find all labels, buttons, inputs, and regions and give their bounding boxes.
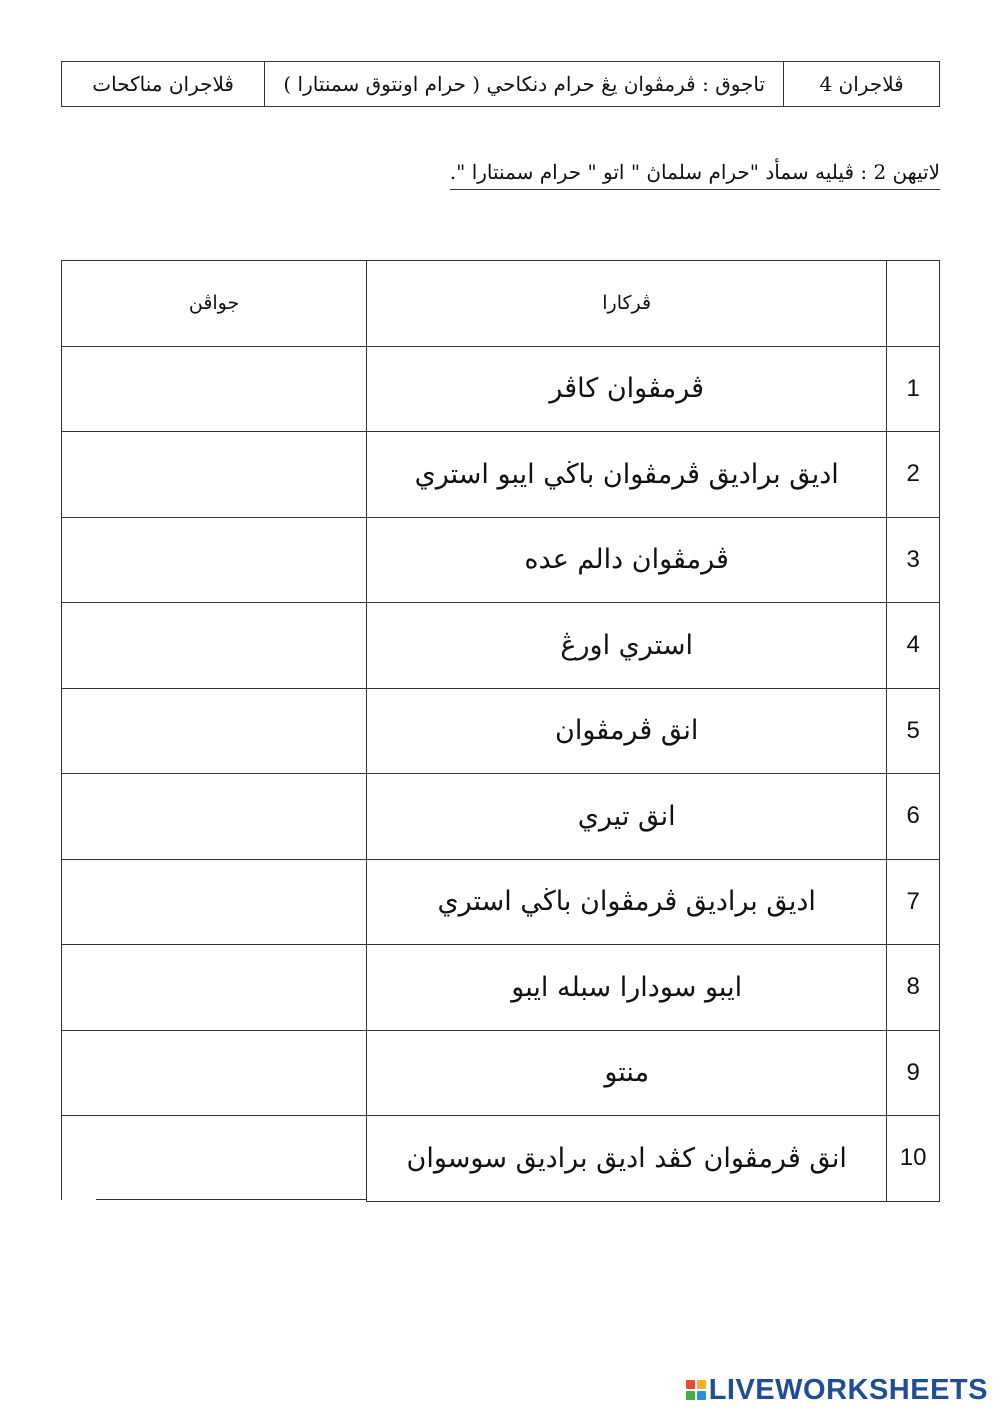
exercise-instruction: لاتيهن 2 : ڤيليه سمأد "حرام سلماڽ " اتو " حرام سمنتارا ". <box>450 160 940 190</box>
header-table <box>61 61 940 107</box>
row-question: ايبو سودارا سبله ايبو <box>367 945 887 1031</box>
question-column-header: ڤركارا <box>367 261 887 347</box>
table-row <box>62 859 940 945</box>
table-row <box>62 603 940 689</box>
table-row <box>62 1030 940 1116</box>
logo-square-green <box>686 1391 695 1400</box>
answer-field[interactable] <box>62 688 367 774</box>
row-question: ڤرمڤوان دالم عده <box>367 517 887 603</box>
row-question: اديق براديق ڤرمڤوان باڬي ايبو استري <box>367 432 887 518</box>
table-bottom-border <box>96 1199 366 1200</box>
row-question: انق ڤرمڤوان كڤد اديق براديق سوسوان <box>367 1116 887 1202</box>
row-question: منتو <box>367 1030 887 1116</box>
answer-field[interactable] <box>62 859 367 945</box>
row-number: 9 <box>887 1030 940 1116</box>
table-left-border <box>61 1114 62 1200</box>
answer-column-header: جواڤن <box>62 261 367 347</box>
table-row <box>62 346 940 432</box>
number-header-cell <box>887 261 940 347</box>
table-row <box>62 432 940 518</box>
answer-field[interactable] <box>62 432 367 518</box>
row-number: 4 <box>887 603 940 689</box>
row-question: استري اورڠ <box>367 603 887 689</box>
row-number: 6 <box>887 774 940 860</box>
row-question: اديق براديق ڤرمڤوان باڬي استري <box>367 859 887 945</box>
row-number: 1 <box>887 346 940 432</box>
answer-field[interactable] <box>62 1116 367 1202</box>
logo-square-blue <box>697 1391 706 1400</box>
answer-field[interactable] <box>62 603 367 689</box>
answer-field[interactable] <box>62 517 367 603</box>
row-question: انق ڤرمڤوان <box>367 688 887 774</box>
row-question: ڤرمڤوان كاڤر <box>367 346 887 432</box>
subject-name: ڤلاجران مناكحات <box>62 62 265 107</box>
exercise-table <box>61 260 940 1202</box>
table-row <box>62 688 940 774</box>
table-row <box>62 517 940 603</box>
answer-field[interactable] <box>62 945 367 1031</box>
row-number: 7 <box>887 859 940 945</box>
table-row <box>62 774 940 860</box>
brand-name: LIVEWORKSHEETS <box>708 1373 988 1406</box>
table-row <box>62 945 940 1031</box>
topic-title: تاجوق : ڤرمڤوان يڠ حرام دنكاحي ( حرام اونتوق سمنتارا ) <box>265 62 784 107</box>
row-number: 2 <box>887 432 940 518</box>
row-number: 5 <box>887 688 940 774</box>
row-question: انق تيري <box>367 774 887 860</box>
answer-field[interactable] <box>62 346 367 432</box>
liveworksheets-logo-icon <box>686 1380 706 1400</box>
lesson-number: ڤلاجران 4 <box>784 62 940 107</box>
answer-field[interactable] <box>62 1030 367 1116</box>
row-number: 8 <box>887 945 940 1031</box>
row-number: 3 <box>887 517 940 603</box>
liveworksheets-logo <box>686 1374 988 1406</box>
logo-square-red <box>686 1380 695 1389</box>
logo-square-yellow <box>697 1380 706 1389</box>
table-header-row <box>62 261 940 347</box>
row-number: 10 <box>887 1116 940 1202</box>
table-row <box>62 1116 940 1202</box>
answer-field[interactable] <box>62 774 367 860</box>
